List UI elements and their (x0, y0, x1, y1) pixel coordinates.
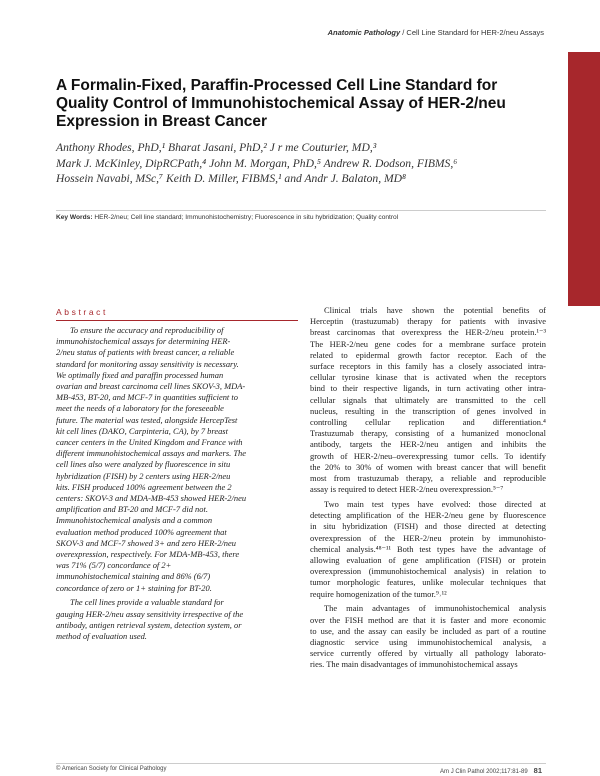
text-line: cellular tyrosine kinase that is activated when the receptors (310, 372, 546, 383)
text-line: amplification and BT-20 and MCF-7 did not. (56, 504, 208, 515)
text-line: most from trastuzumab therapy, a reliable and reproducible (310, 473, 546, 484)
copyright: © American Society for Clinical Pathology (56, 766, 167, 772)
text-line: 2/neu status of patients with breast cancer, a reliable (56, 347, 235, 358)
text-line: Trastuzumab therapy, consisting of a humanized monoclonal (310, 428, 546, 439)
text-line: breast carcinomas that overexpress the HER-2/neu protein.¹⁻³ (310, 327, 546, 338)
body-text (310, 305, 546, 674)
text-line: Herceptin (trastuzumab) therapy for patients with invasive (310, 316, 546, 327)
author-list (56, 140, 536, 187)
text-line: meet the needs of a laboratory for the foreseeable (56, 403, 224, 414)
text-line: tumor morphologic features, unlike molecular techniques that (310, 577, 546, 588)
text-line: chemical analysis.⁴⁸⁻¹¹ Both test types have the advantage of (310, 543, 546, 554)
text-line: Two main test types have evolved: those directed at (324, 499, 546, 510)
text-line: ovarian and breast carcinoma cell lines SKOV-3, MDA- (56, 381, 246, 392)
accent-sidebar (568, 52, 600, 306)
text-line: The HER-2/neu gene codes for a membrane surface protein (310, 338, 546, 349)
text-line: standard for monitoring assay sensitivity is necessary. (56, 358, 239, 369)
paragraph (56, 597, 300, 642)
running-header (328, 28, 544, 37)
text-line: overexpression of the HER-2/neu protein by immunohisto- (310, 532, 546, 543)
text-line: in situ hybridization (FISH) and those directed at detecting (310, 521, 546, 532)
text-line: We optimally fixed and paraffin processed human (56, 369, 224, 380)
text-line: diagnostic service using immunohistochemical analysis, a (310, 637, 546, 648)
text-line: bind to their respective ligands, in turn activating other intra- (310, 383, 546, 394)
keywords (56, 210, 546, 221)
text-line: detecting amplification of the HER-2/neu gene by fluorescence (310, 510, 546, 521)
paragraph (310, 305, 546, 495)
citation (440, 766, 542, 775)
text-line: assay is required to detect HER-2/neu overexpression.⁵⁻⁷ (310, 484, 504, 495)
paragraph (310, 603, 546, 670)
paragraph (310, 499, 546, 600)
abstract-text (56, 325, 300, 646)
text-line: centers: SKOV-3 and MDA-MB-453 showed HER-2/neu (56, 493, 247, 504)
abstract-heading: Abstract (56, 307, 108, 317)
keywords-text: HER-2/neu; Cell line standard; Immunohistochemistry; Fluorescence in situ hybridization; Quality control (94, 214, 399, 221)
text-line: antibody, antigen retrieval system, detection system, or (56, 619, 242, 630)
text-line: controlling cellular replication and differentiation.⁴ (310, 417, 546, 428)
text-line: allowing evaluation of gene amplification (FISH) or protein (310, 555, 546, 566)
text-line: The main advantages of immunohistochemical analysis (324, 603, 546, 614)
running-title: / Cell Line Standard for HER-2/neu Assays (402, 28, 544, 37)
text-line: immunohistochemical assays for determining HER- (56, 336, 231, 347)
abstract-rule (56, 320, 298, 321)
text-line: cancer centers in the United Kingdom and France with (56, 437, 243, 448)
text-line: immunohistochemical staining and 86% (6/7) (56, 571, 211, 582)
text-line: The cell lines provide a valuable standard for (70, 597, 224, 608)
footer-rule (56, 763, 546, 764)
text-line: overexpression (immunohistochemical analysis) in relation to (310, 566, 546, 577)
author-line: Mark J. McKinley, DipRCPath,⁴ John M. Morgan, PhD,⁵ Andrew R. Dodson, FIBMS,⁶ (56, 156, 458, 170)
text-line: different immunohistochemical assays and markers. The (56, 448, 246, 459)
text-line: MB-453, BT-20, and MCF-7 in quantities sufficient to (56, 392, 238, 403)
text-line: the 20% to 30% of women with breast cancer that will benefit (310, 461, 546, 472)
text-line: gauging HER-2/neu assay sensitivity irrespective of the (56, 608, 244, 619)
text-line: growth of HER-2/neu–overexpressing tumor cells. To identify (310, 450, 546, 461)
text-line: to use, and the assay can easily be included as part of a routine (310, 625, 546, 636)
text-line: Clinical trials have shown the potential benefits of (324, 305, 546, 315)
page-number: 81 (533, 766, 542, 775)
text-line: surface receptors in this family has a closely associated intra- (310, 361, 546, 372)
text-line: service currently offered by virtually all pathology laborato- (310, 648, 546, 659)
text-line: Immunohistochemical analysis and a common (56, 515, 213, 526)
text-line: kits. FISH produced 100% agreement between the 2 (56, 481, 232, 492)
text-line: SKOV-3 and MCF-7 showed 3+ and zero HER-2/neu (56, 537, 236, 548)
text-line: hybridization (FISH) by 2 centers using HER-2/neu (56, 470, 231, 481)
text-line: future. The material was tested, alongside HercepTest (56, 414, 238, 425)
text-line: cellular signals that ultimately are transmitted to the cell (310, 394, 546, 405)
text-line: require homogenization of the tumor.⁹˒¹² (310, 588, 447, 599)
text-line: evaluation method produced 100% agreement that (56, 526, 227, 537)
text-line: ries. The main disadvantages of immunohistochemical assays (310, 659, 518, 670)
author-line: Hossein Navabi, MSc,⁷ Keith D. Miller, FIBMS,¹ and Andr J. Balaton, MD⁸ (56, 172, 407, 185)
text-line: To ensure the accuracy and reproducibility of (70, 325, 224, 335)
text-line: concordance of zero or 1+ staining for BT-20. (56, 582, 212, 593)
author-line: Anthony Rhodes, PhD,¹ Bharat Jasani, PhD,² J r me Couturier, MD,³ (56, 141, 377, 154)
paragraph (56, 325, 300, 594)
text-line: over the FISH method are that it is faster and more economic (310, 614, 546, 625)
text-line: nucleus, resulting in the transcription of genes involved in (310, 405, 546, 416)
text-line: was 71% (5/7) concordance of 2+ (56, 560, 172, 571)
text-line: overexpression, respectively. For MDA-MB-453, there (56, 549, 240, 560)
text-line: antibody, targets the HER-2/neu antigen and inhibits the (310, 439, 546, 450)
keywords-label: Key Words: (56, 214, 93, 221)
text-line: method of evaluation used. (56, 631, 147, 642)
journal-citation: Am J Clin Pathol 2002;117:81-89 (440, 769, 528, 775)
section-name: Anatomic Pathology (327, 28, 401, 37)
text-line: kit cell lines (DAKO, Carpinteria, CA), by 7 breast (56, 425, 228, 436)
text-line: cell lines also were analyzed by fluorescence in situ (56, 459, 231, 470)
article-title: A Formalin-Fixed, Paraffin-Processed Cell Line Standard for Quality Control of Immunohistochemical Assay of HER-2/neu Expression in Breast Cancer (56, 77, 506, 130)
text-line: related to epidermal growth factor receptor. Each of the (310, 349, 546, 360)
